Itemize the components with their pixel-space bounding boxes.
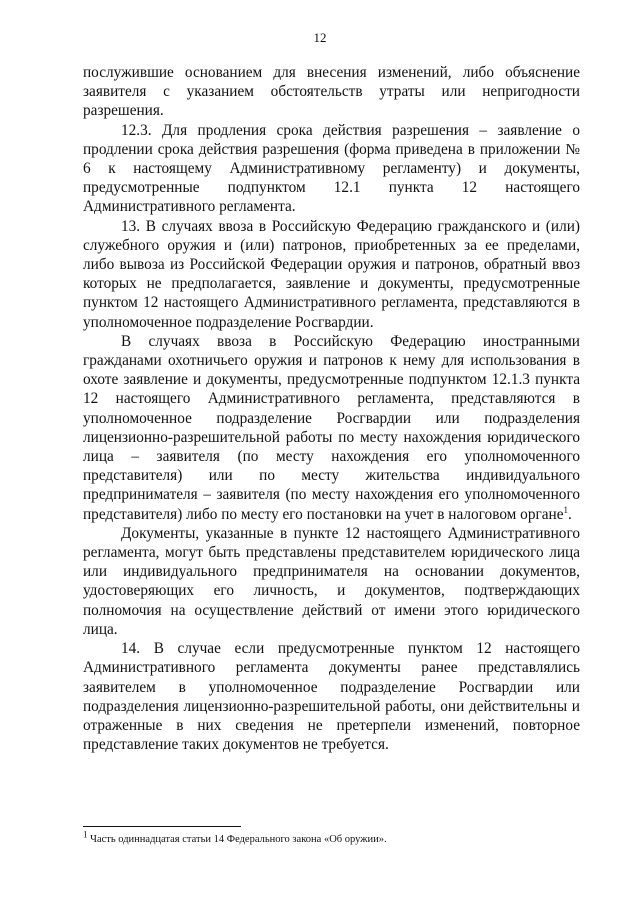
page-number: 12 bbox=[313, 30, 327, 45]
paragraph-continuation: послужившие основанием для внесения изменений, либо объяснение заявителя с указанием обстоятельств утраты или непригодности разрешения. bbox=[83, 64, 580, 120]
paragraph-14: 14. В случае если предусмотренные пунктом 12 настоящего Административного регламента документы ранее представлялись заявителем в уполномоченное подразделение Росгвардии или подразделения лицензионно-разрешительной работы, они действительны и отраженные в них сведения не претерпели изменений, повторное представление таких документов не требуется. bbox=[83, 640, 580, 754]
paragraph-foreign-hunting-weapons bbox=[83, 332, 580, 524]
document-body bbox=[83, 63, 580, 754]
footnote bbox=[83, 829, 580, 846]
paragraph-13: 13. В случаях ввоза в Российскую Федерацию гражданского и (или) служебного оружия и (или) патронов, приобретенных за ее пределами, либо вывоза из Российской Федерации оружия и патронов, обратный ввоз которых не предполагается, заявление и документы, предусмотренные пунктом 12 настоящего Административного регламента, представляются в уполномоченное подразделение Росгвардии. bbox=[83, 217, 580, 331]
footnote-mark: 1 bbox=[83, 829, 88, 840]
footnote-separator bbox=[83, 826, 241, 827]
paragraph-12-3: 12.3. Для продления срока действия разрешения – заявление о продлении срока действия разрешения (форма приведена в приложении № 6 к настоящему Административному регламенту) и документы, предусмотренные подпунктом 12.1 пункта 12 настоящего Административного регламента. bbox=[83, 121, 580, 216]
footnote-reference[interactable]: 1 bbox=[563, 504, 569, 515]
paragraph-representative-documents: Документы, указанные в пункте 12 настоящего Административного регламента, могут быть представлены представителем юридического лица или индивидуального предпринимателя на основании документов, удостоверяющих его личность, и документов, подтверждающих полномочия на осуществление действий от имени этого юридического лица. bbox=[83, 524, 580, 638]
paragraph-end-punctuation: . bbox=[568, 505, 572, 523]
paragraph-text: В случаях ввоза в Российскую Федерацию иностранными гражданами охотничьего оружия и патронов к нему для использования в охоте заявление и документы, предусмотренные подпунктом 12.1.3 пункта 12 настоящего Административного регламента, представляются в уполномоченное подразделение Росгвардии или подразделения лицензионно-разрешительной работы по месту нахождения юридического лица – заявителя (по месту нахождения его уполномоченного представителя) или по месту жительства индивидуального предпринимателя – заявителя (по месту нахождения его уполномоченного представителя) либо по месту его постановки на учет в налоговом органе bbox=[83, 332, 580, 523]
footnote-text: Часть одиннадцатая статьи 14 Федерального закона «Об оружии». bbox=[87, 834, 387, 845]
